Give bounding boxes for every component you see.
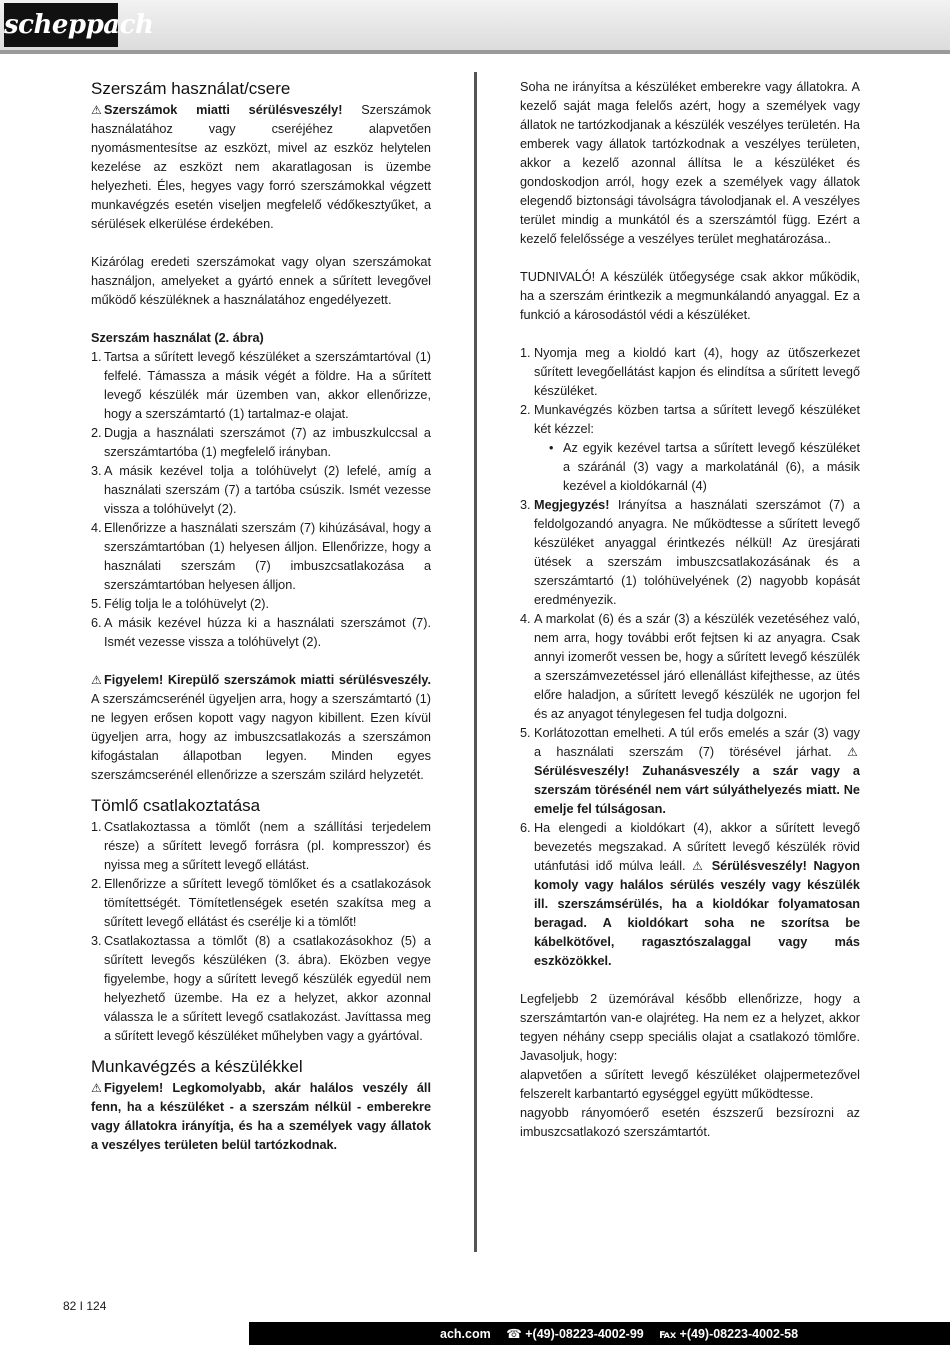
note-paragraph: TUDNIVALÓ! A készülék ütőegysége csak akkor működik, ha a szerszám érintkezik a megmunkálandó anyaggal. Ez a funkció a károsodástól védi a készüléket.: [520, 270, 860, 322]
warning-triangle-icon: ⚠: [91, 1081, 102, 1095]
list-item: • Az egyik kezével tartsa a sűrített levegő készüléket a száránál (3) vagy a markolatánál (6), a másik kezével a kioldókarnál (4): [549, 441, 860, 493]
working-warning: ⚠ Figyelem! Legkomolyabb, akár halálos veszély áll fenn, ha a készüléket - a szerszám nélkül - emberekre vagy állatokra irányítja, és ha a személyek vagy állatok a veszélyes területen belül tartózkodnak.: [91, 1081, 431, 1152]
list-item: 3. A másik kezével tolja a tolóhüvelyt (2) lefelé, amíg a használati szerszám (7) a tartóba csúszik. Ismét vezesse vissza a tolóhüvelyt (2).: [91, 464, 431, 516]
list-item: 6. Ha elengedi a kioldókart (4), akkor a sűrített levegő bevezetés megszakad. A sűrített levegő készülék rövid utánfutási idő múlva leáll. ⚠ Sérülésveszély! Nagyon komoly vagy halálos sérülés veszély vagy készülék ill. szerszámsérülés, ha a kioldókar folyamatosan beragad. A kioldókart soha ne szorítsa be kábelkötővel, ragasztószalaggal vagy más eszközökkel.: [520, 821, 860, 968]
warning-triangle-icon: ⚠: [91, 673, 102, 687]
contact-line: [440, 1326, 810, 1341]
list-item: 5. Félig tolja le a tolóhüvelyt (2).: [91, 597, 270, 611]
section-title-working: Munkavégzés a készülékkel: [91, 1057, 303, 1076]
list-item: 3. Csatlakoztassa a tömlőt (8) a csatlakozásokhoz (5) a sűrített levegős készüléken (3. ábra). Eközben vegye figyelembe, hogy a sűrített levegő készülék egyedül nem helyezhető üzembe. Ha ez a helyzet, akkor azonnal válassza le a sűrített levegő csatlakozást. Javíttassa meg a sűrített levegő készüléket műhelyben vagy a gyártóval.: [91, 934, 431, 1043]
list-item: 2. Ellenőrizze a sűrített levegő tömlőket és a csatlakozások tömítettségét. Tömítetlenségek esetén szakítsa meg a sűrített levegő ellátást és cserélje ki a tömlőt!: [91, 877, 431, 929]
left-column: [91, 78, 431, 1155]
fax-number: ℻ +(49)-08223-4002-58: [659, 1327, 799, 1341]
list-item: 4. Ellenőrizze a használati szerszám (7) kihúzásával, hogy a szerszámtartóban (1) helyesen álljon. Ellenőrizze, hogy a használati szerszám (7) imbuszcsatlakozása a szerszámtartóban helyesen álljon.: [91, 521, 431, 592]
flying-tools-warning: ⚠ Figyelem! Kirepülő szerszámok miatti sérülésveszély. A szerszámcserénél ügyeljen arra, hogy a szerszámtartó (1) ne legyen erősen kopott vagy nagyon kibillent. Ezen kívül ügyeljen arra, hogy az imbuszcsatlakozás a szerszámon kifogástalan állapotban legyen. Minden egyes szerszámcserénél ellenőrizze a szerszám szilárd helyzetét.: [91, 673, 431, 782]
page-number: 82 I 124: [63, 1299, 107, 1313]
list-item: 1. Nyomja meg a kioldó kart (4), hogy az ütőszerkezet sűrített levegőellátást kapjon és elindítsa a sűrített levegő készüléket.: [520, 346, 860, 398]
right-column: [520, 78, 860, 1142]
hose-steps: [91, 818, 431, 1046]
tool-use-subheading: Szerszám használat (2. ábra): [91, 331, 264, 345]
list-item: 1. Tartsa a sűrített levegő készüléket a szerszámtartóval (1) felfelé. Támassza a másik végét a földre. Ha a sűrített levegő készülék már üzemben van, akkor ellenőrizze, hogy a szerszámtartó (1) tartalmaz-e olajat.: [91, 350, 431, 421]
list-item: 4. A markolat (6) és a szár (3) a készülék vezetéséhez való, nem arra, hogy további erőt fejtsen ki az anyagra. Csak annyi izomerőt vessen be, hogy a sűrített levegő készülék a szerszámvezetéssel járó ellenállást kifejthesse, az ütés előre haladjon, a sűrített levegő készülék ne ugorjon fel és az anyagot ténylegesen fel tudja dolgozni.: [520, 612, 860, 721]
tool-use-steps: [91, 348, 431, 652]
list-item: 6. A másik kezével húzza ki a használati szerszámot (7). Ismét vezesse vissza a tolóhüvelyt (2).: [91, 616, 431, 649]
website-link[interactable]: ach.com: [440, 1327, 491, 1341]
list-item: 2. Munkavégzés közben tartsa a sűrített levegő készüléket két kézzel: • Az egyik kezével tartsa a sűrített levegő készüléket a száránál (3) vagy a markolatánál (6), a másik kezével a kioldókarnál (4): [520, 401, 860, 496]
list-item: 5. Korlátozottan emelheti. A túl erős emelés a szár (3) vagy a használati szerszám (7) törésével járhat. ⚠ Sérülésveszély! Zuhanásveszély a szár vagy a szerszám törésénél nem várt súlyáthelyezés miatt. Ne emelje fel túlságosan.: [520, 726, 860, 816]
header-bar: [0, 0, 950, 54]
section-title-hose: Tömlő csatlakoztatása: [91, 796, 261, 815]
never-point-paragraph: Soha ne irányítsa a készüléket emberekre vagy állatokra. A kezelő saját maga felelős azért, hogy a személyek vagy állatok ne tartózkodjanak a készülék veszélyes területén. Ha emberek vagy állatok tartózkodnak a veszélyes területen, akkor a kezelő azonnal állítsa le a készüléket és gondoskodjon arról, hogy ezek a személyek vagy állatok elegendő biztonsági távolságra távolodjanak el. A veszélyes terület mindig a munkától és a szerszámtól függ. Ezért a kezelő felelőssége a veszélyes terület meghatározása..: [520, 80, 860, 246]
section-title-tool-use: Szerszám használat/csere: [91, 79, 291, 98]
brand-logo: scheppach: [4, 3, 118, 47]
two-hands-bullets: [534, 439, 860, 496]
column-divider: [474, 72, 477, 1252]
maintenance-paragraph: Legfeljebb 2 üzemórával később ellenőrizze, hogy a szerszámtartón van-e olajréteg. Ha nem ez a helyzet, akkor tegyen néhány csepp speciális olajat a csatlakozó tömlőre. Javasoljuk, hogy:: [520, 992, 860, 1063]
list-item: 1. Csatlakoztassa a tömlőt (nem a szállítási terjedelem része) a sűrített levegő forrásra (pl. kompresszor) és nyissa meg a sűrített levegő ellátást.: [91, 820, 431, 872]
warning-triangle-icon: ⚠: [847, 745, 858, 759]
original-tools-paragraph: Kizárólag eredeti szerszámokat vagy olyan szerszámokat használjon, amelyeket a gyártó ennek a sűrített levegővel működő készüléknek a használatához engedélyezett.: [91, 255, 431, 307]
warning-triangle-icon: ⚠: [692, 859, 703, 873]
tool-warning-paragraph: ⚠ Szerszámok miatti sérülésveszély! Szerszámok használatához vagy cseréjéhez alapvetően nyomásmentesítse az eszközt, mivel az eszköz helytelen kezelése az eszközt nem akaratlagosan is üzembe helyezheti. Éles, hegyes vagy forró szerszámokkal végzett munkavégzés esetén viseljen megfelelő védőkesztyűket, a sérülések elkerülése érdekében.: [91, 103, 432, 231]
working-steps: [520, 344, 860, 971]
recommendation-1: alapvetően a sűrített levegő készüléket olajpermetezővel felszerelt karbantartó egységgel együtt működtesse.: [520, 1068, 860, 1101]
phone-number: ☎ +(49)-08223-4002-99: [506, 1327, 644, 1341]
recommendation-2: nagyobb rányomóerő esetén észszerű bezsírozni az imbuszcsatlakozó szerszámtartót.: [520, 1106, 860, 1139]
footer-bar: [0, 1322, 950, 1345]
list-item: 2. Dugja a használati szerszámot (7) az imbuszkulccsal a szerszámtartóba (1) megfelelő irányban.: [91, 426, 431, 459]
list-item: 3. Megjegyzés! Irányítsa a használati szerszámot (7) a feldolgozandó anyagra. Ne működtesse a sűrített levegő készüléket anyaggal érintkezés nélkül! Az üresjárati ütések a szerszám imbuszcsatlakozásának és a szerszámtartó (1) tolóhüvelyének (2) nagyobb kopását eredményezik.: [520, 498, 860, 607]
warning-triangle-icon: ⚠: [91, 103, 102, 117]
